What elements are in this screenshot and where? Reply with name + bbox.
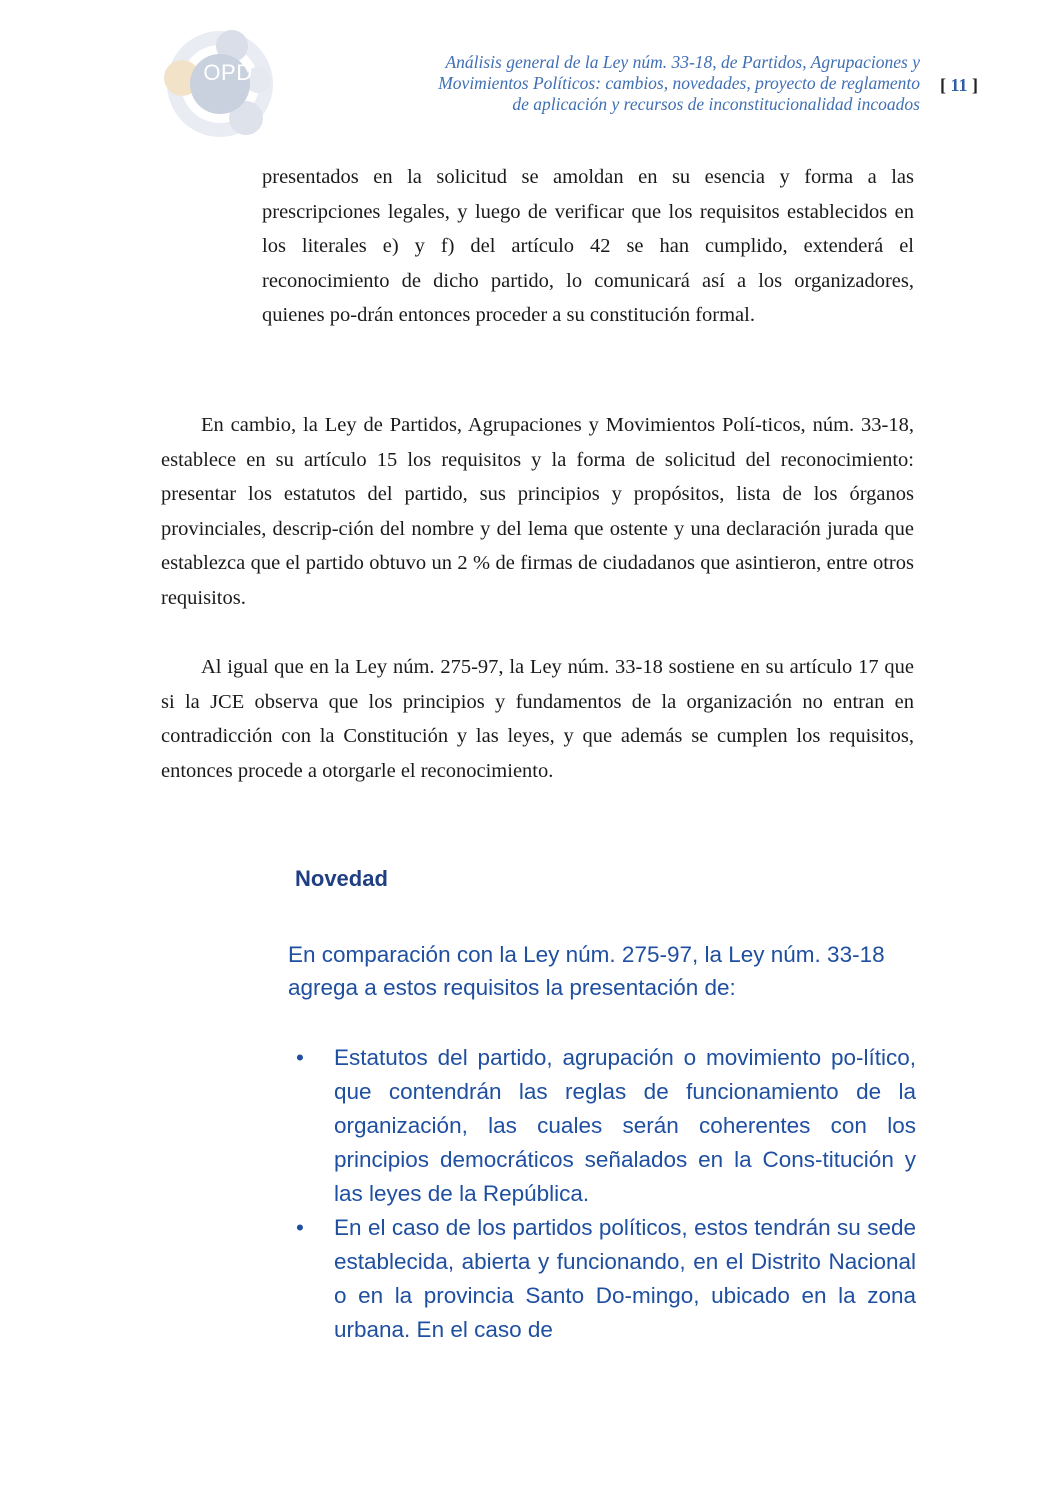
list-item: [288, 1211, 916, 1347]
novedad-list: [288, 1041, 916, 1347]
running-header-line: Análisis general de la Ley núm. 33-18, de Partidos, Agrupaciones y: [445, 52, 920, 72]
bracket-close: ]: [972, 75, 979, 95]
quoted-paragraph: presentados en la solicitud se amoldan en su esencia y forma a las prescripciones legales, y luego de verificar que los requisitos establecidos en los literales e) y f) del artículo 42 se han cumplido, extenderá el reconocimiento de dicho partido, lo comunicará así a los organizadores, quienes po-drán entonces proceder a su constitución formal.: [262, 166, 914, 326]
running-header-line: Movimientos Políticos: cambios, novedades, proyecto de reglamento: [438, 73, 920, 93]
page-number: [940, 75, 978, 96]
list-item-text: En el caso de los partidos políticos, estos tendrán su sede establecida, abierta y funcionando, en el Distrito Nacional o en la provincia Santo Do-mingo, ubicado en la zona urbana. En el caso de: [334, 1215, 916, 1342]
running-header: [280, 52, 920, 115]
novedad-intro: En comparación con la Ley núm. 275-97, la Ley núm. 33-18 agrega a estos requisitos la presentación de:: [288, 942, 885, 1000]
body-paragraph-2: Al igual que en la Ley núm. 275-97, la Ley núm. 33-18 sostiene en su artículo 17 que si la JCE observa que los principios y fundamentos de la organización no entran en contradicción con la Constitución y las leyes, y que además se cumplen los requisitos, entonces procede a otorgarle el reconocimiento.: [161, 656, 914, 782]
logo-text: OPD: [203, 60, 253, 85]
body-paragraph-1: En cambio, la Ley de Partidos, Agrupaciones y Movimientos Polí-ticos, núm. 33-18, establece en su artículo 15 los requisitos y la forma de solicitud del reconocimiento: presentar los estatutos del partido, sus principios y propósitos, lista de los órganos provinciales, descrip-ción del nombre y del lema que ostente y una declaración jurada que establezca que el partido obtuvo un 2 % de firmas de ciudadanos que asintieron, entre otros requisitos.: [161, 414, 914, 609]
novedad-heading: Novedad: [295, 866, 388, 891]
list-item: [288, 1041, 916, 1211]
bullet-icon: •: [296, 1215, 304, 1240]
bullet-icon: •: [296, 1045, 304, 1070]
page-number-value: 11: [950, 75, 968, 95]
bracket-open: [: [940, 75, 946, 95]
list-item-text: Estatutos del partido, agrupación o movimiento po-lítico, que contendrán las reglas de funcionamiento de la organización, las cuales serán coherentes con los principios democráticos señalados en la Cons-titución y las leyes de la República.: [334, 1045, 916, 1206]
running-header-line: de aplicación y recursos de inconstitucionalidad incoados: [512, 94, 920, 114]
